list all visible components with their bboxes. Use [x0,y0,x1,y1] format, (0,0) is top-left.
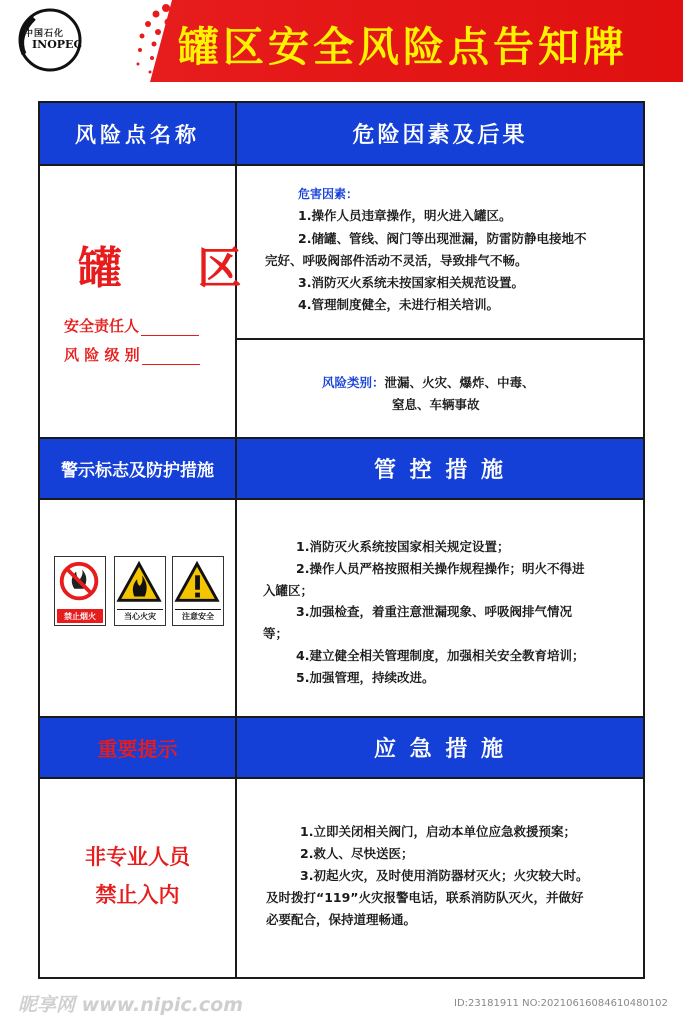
hazards-label [298,183,358,205]
no-fire-caption: 禁止烟火 [57,609,103,623]
control-item: 5.加强管理，持续改进。 [296,670,435,685]
level-field [64,344,200,365]
important-notice-header: 重要提示 [40,716,235,779]
risk-point-name: 罐 区 [78,243,272,294]
no-fire-sign [54,556,106,626]
level-blank [142,351,200,365]
hazard-item: 4.管理制度健全，未进行相关培训。 [298,297,499,312]
controls-header: 管 控 措 施 [237,437,643,500]
control-item: 入罐区； [263,583,314,598]
svg-text:INOPEC: INOPEC [32,38,83,51]
watermark [0,988,683,1024]
warning-signs-header: 警示标志及防护措施 [40,437,235,500]
caution-sign [172,556,224,626]
emergency-item: 1.立即关闭相关阀门，启动本单位应急救援预案； [300,824,576,839]
control-item: 等； [263,626,289,641]
owner-blank [141,322,199,336]
emergency-item: 2.救人、尽快送医； [300,846,414,861]
hazard-item: 完好、呼吸阀部件活动不灵活，导致排气不畅。 [265,253,528,268]
control-item: 2.操作人员严格按照相关操作规程操作；明火不得进 [296,561,585,576]
hazard-item: 3.消防灭火系统未按国家相关规范设置。 [298,275,524,290]
emergency-item: 3.初起火灾，及时使用消防器材灭火；火灾较大时。 [300,868,589,883]
row-divider [237,338,643,340]
emergency-item: 必要配合，保持道理畅通。 [266,912,417,927]
owner-label: 安全责任人 [64,317,140,335]
fire-warning-icon [115,557,165,609]
control-item: 3.加强检查，着重注意泄漏现象、呼吸阀排气情况 [296,604,572,619]
watermark-site: 昵享网 www.nipic.com [18,994,244,1016]
header [0,0,683,82]
page-title: 罐区安全风险点告知牌 [178,23,628,71]
risk-category-label: 风险类别： [322,375,385,390]
exclamation-warning-icon [173,557,223,609]
risk-point-name-header: 风险点名称 [40,103,235,166]
caution-caption: 注意安全 [175,609,221,623]
emergency-header: 应 急 措 施 [237,716,643,779]
notice-line2: 禁止入内 [95,883,180,907]
hazard-item: 2.储罐、管线、阀门等出现泄漏，防雷防静电接地不 [298,231,587,246]
control-item: 4.建立健全相关管理制度，加强相关安全教育培训； [296,648,585,663]
logo-text: 中国石化 [24,29,65,39]
hazard-item: 1.操作人员违章操作，明火进入罐区。 [298,208,512,223]
risk-category-line1: 泄漏、火灾、爆炸、中毒、 [384,375,535,390]
hazards-header: 危险因素及后果 [237,103,643,166]
no-fire-icon [55,557,105,609]
no-entry-notice [40,838,235,914]
watermark-id: ID:23181911 NO:20210616084610480102 [454,998,668,1009]
emergency-item: 及时拨打“119”火灾报警电话，联系消防队灭火，并做好 [266,890,584,905]
level-label: 风 险 级 别 [64,346,140,364]
risk-category-line2: 窒息、车辆事故 [392,397,480,412]
fire-warning-caption: 当心火灾 [117,609,163,623]
owner-field [64,315,199,336]
hazards-label-text: 危害因素： [298,187,359,201]
control-item: 1.消防灭火系统按国家相关规定设置； [296,539,510,554]
notice-line1: 非专业人员 [85,845,190,869]
fire-warning-sign [114,556,166,626]
risk-category [322,372,535,394]
